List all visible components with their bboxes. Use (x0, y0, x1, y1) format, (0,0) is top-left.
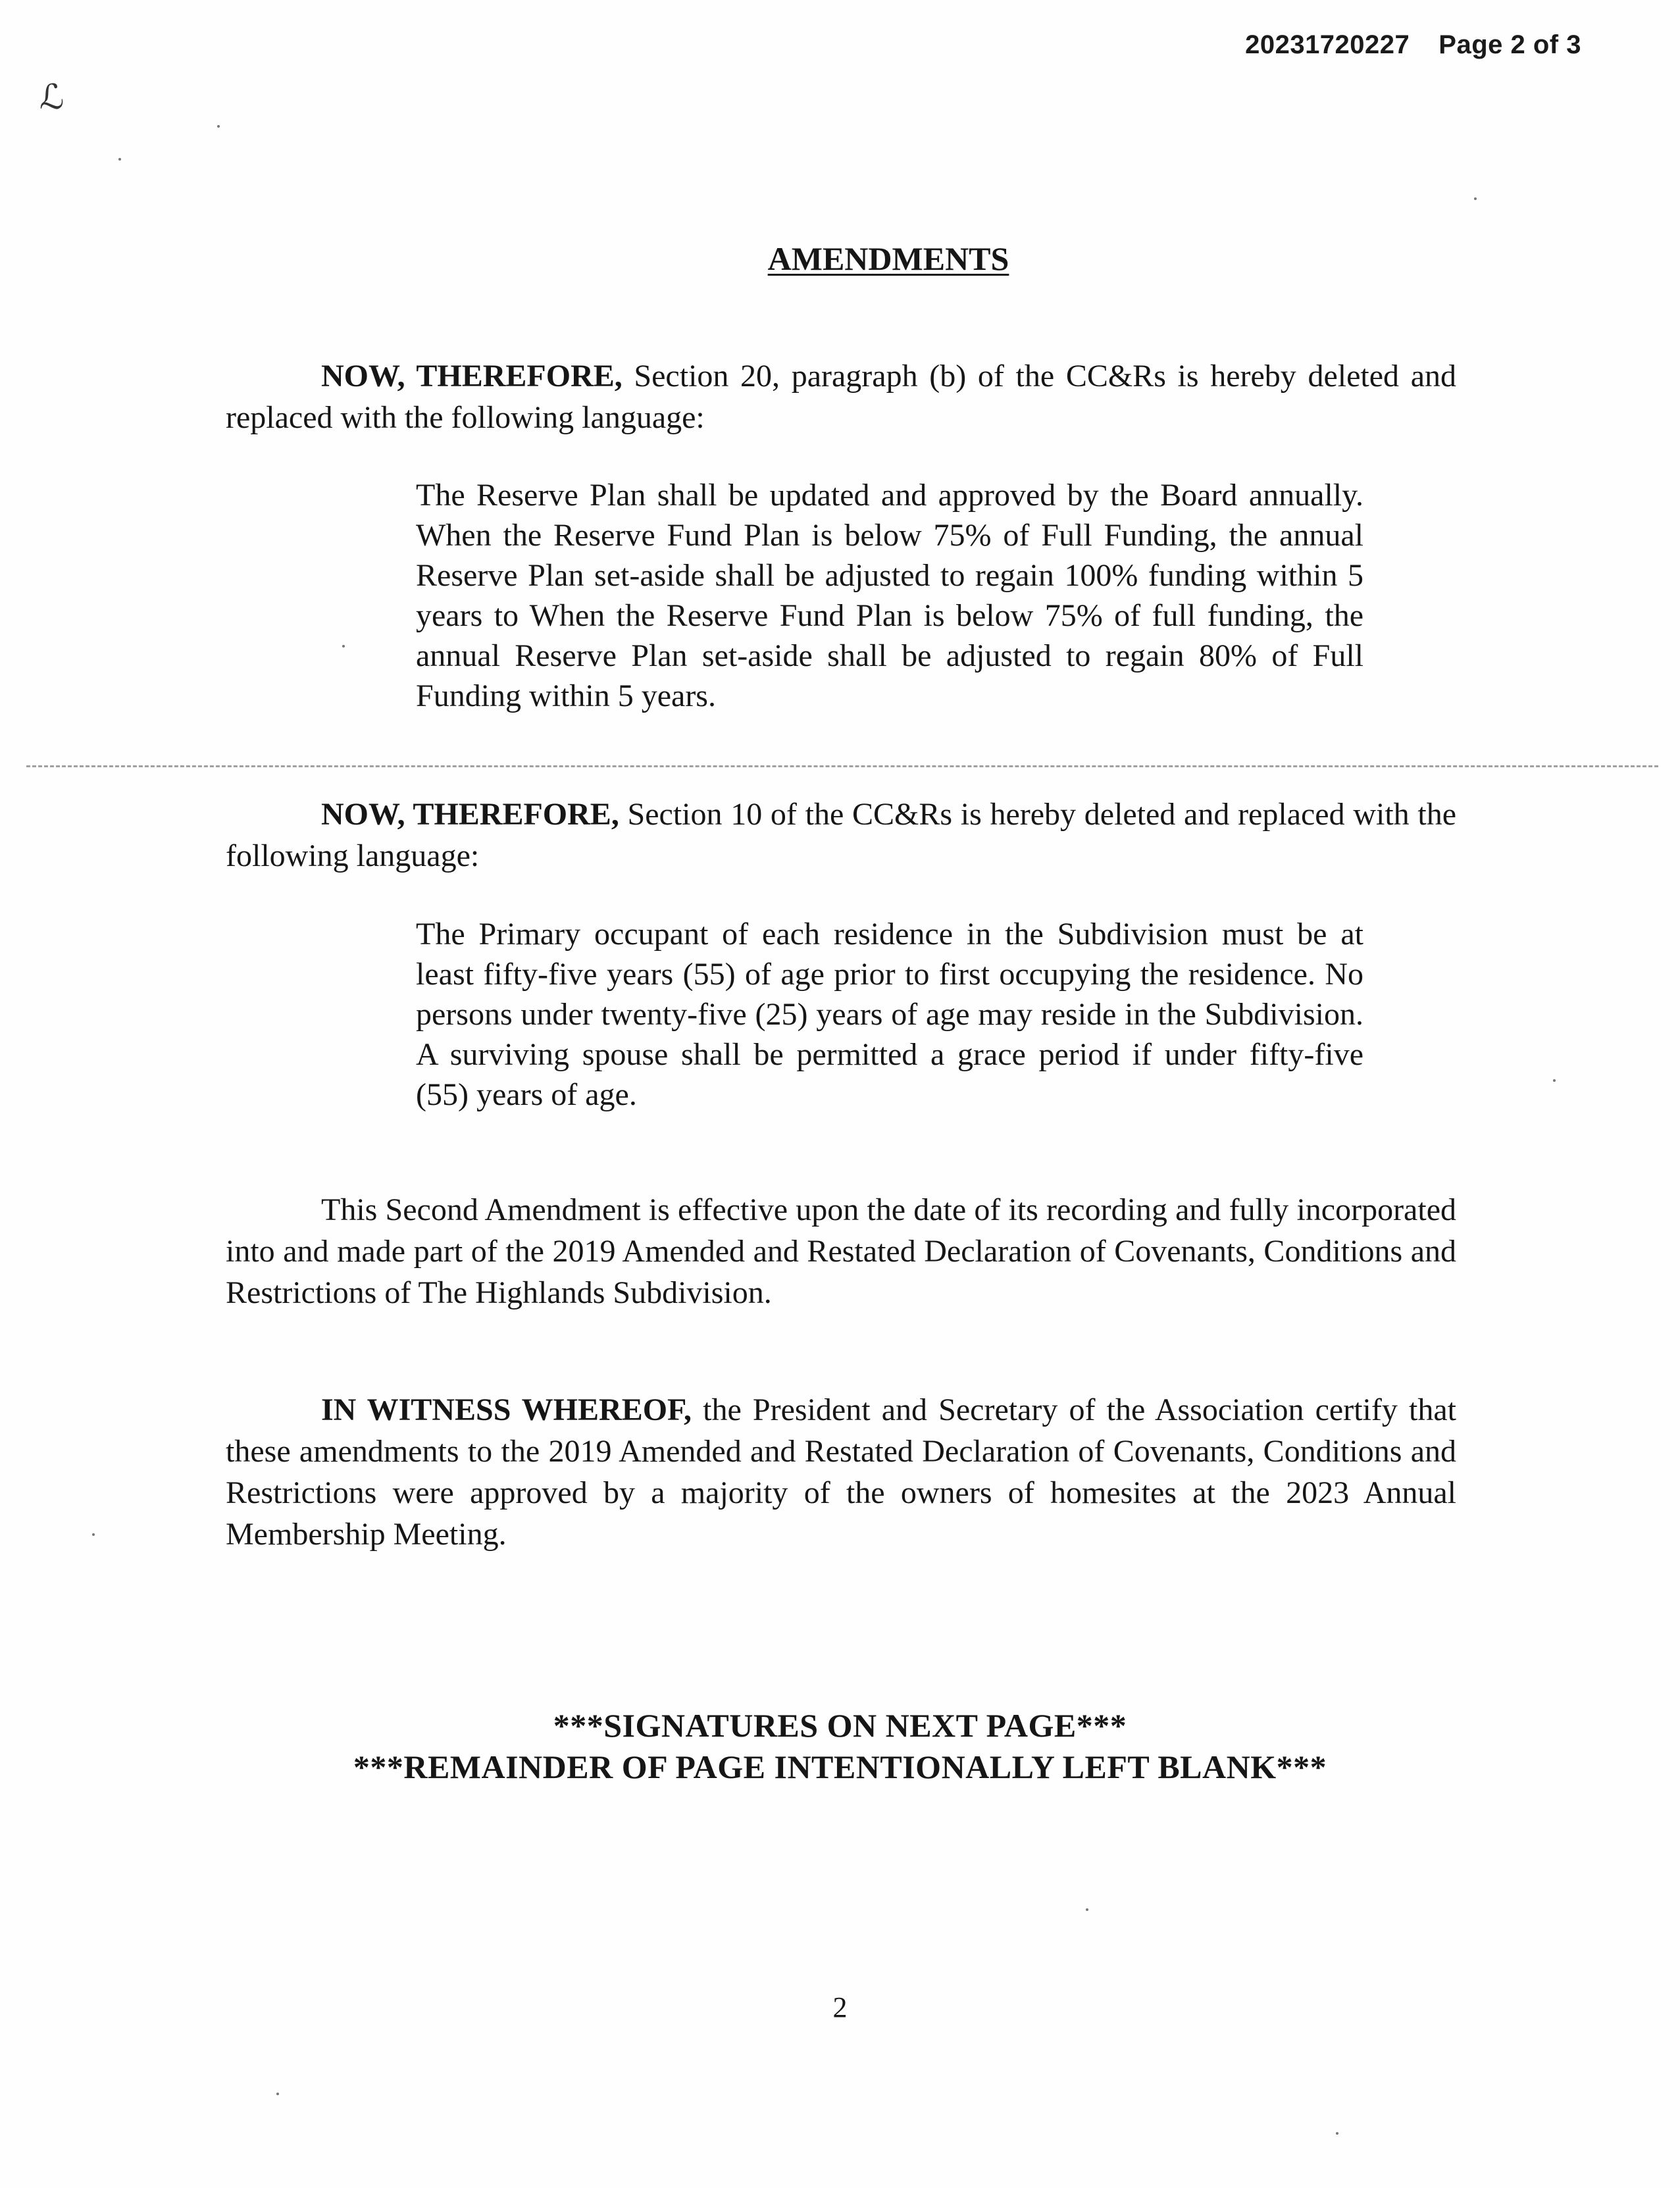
amendment-1-intro (226, 355, 1456, 438)
amendment-2-text: Section 10 of the CC&Rs is hereby deleted and replaced with the following language: (226, 797, 1457, 873)
scan-speck (1553, 1079, 1556, 1082)
effective-text: This Second Amendment is effective upon the date of its recording and fully incorporated into and made part of the 2019 Amended and Restated Declaration of Covenants, Conditions and Restrictions of The Highlands Subdivision. (226, 1192, 1456, 1310)
scan-speck (118, 158, 121, 161)
amendment-2-quote: The Primary occupant of each residence in the Subdivision must be at least fifty-five years (55) of age prior to first occupying the residence. No persons under twenty-five (25) years of age may reside in the Subdivision. A surviving spouse shall be permitted a grace period if under fifty-five (55) years of age. (416, 917, 1363, 1112)
scan-speck (1474, 197, 1477, 200)
dashed-divider (26, 765, 1658, 767)
witness-lead: IN WITNESS WHEREOF, (321, 1392, 692, 1427)
page-title: AMENDMENTS (767, 240, 1009, 277)
witness-text: the President and Secretary of the Association certify that these amendments to the 2019 Amended and Restated Declaration of Covenants, Conditions and Restrictions were approved by a majority of the owners of homesites at the 2023 Annual Membership Meeting. (226, 1392, 1456, 1552)
scan-speck (1336, 2132, 1338, 2135)
page-number: 2 (832, 1991, 848, 2023)
handwritten-mark: ℒ (39, 78, 64, 117)
amendment-1-lead: NOW, THEREFORE, (321, 359, 623, 394)
scan-speck (217, 125, 220, 128)
amendment-1-text: Section 20, paragraph (b) of the CC&Rs is hereby deleted and replaced with the following language: (226, 359, 1456, 435)
amendment-2-intro (226, 794, 1456, 877)
effective-paragraph (226, 1189, 1456, 1313)
witness-paragraph (226, 1389, 1456, 1555)
blank-remainder-notice: ***REMAINDER OF PAGE INTENTIONALLY LEFT BLANK*** (353, 1748, 1327, 1785)
scan-speck (342, 645, 345, 648)
scan-speck (276, 2093, 279, 2095)
amendment-2-lead: NOW, THEREFORE, (321, 797, 619, 832)
scan-speck (1086, 1908, 1088, 1911)
recording-stamp (1245, 30, 1581, 60)
page-label: Page 2 of 3 (1438, 30, 1581, 59)
amendment-1-quote: The Reserve Plan shall be updated and approved by the Board annually. When the Reserve Fund Plan is below 75% of Full Funding, the annual Reserve Plan set-aside shall be adjusted to regain 100% funding within 5 years to When the Reserve Fund Plan is below 75% of full funding, the annual Reserve Plan set-aside shall be adjusted to regain 80% of Full Funding within 5 years. (416, 478, 1363, 713)
signatures-notice: ***SIGNATURES ON NEXT PAGE*** (553, 1707, 1127, 1744)
document-number: 20231720227 (1245, 30, 1410, 59)
scan-speck (92, 1533, 95, 1536)
